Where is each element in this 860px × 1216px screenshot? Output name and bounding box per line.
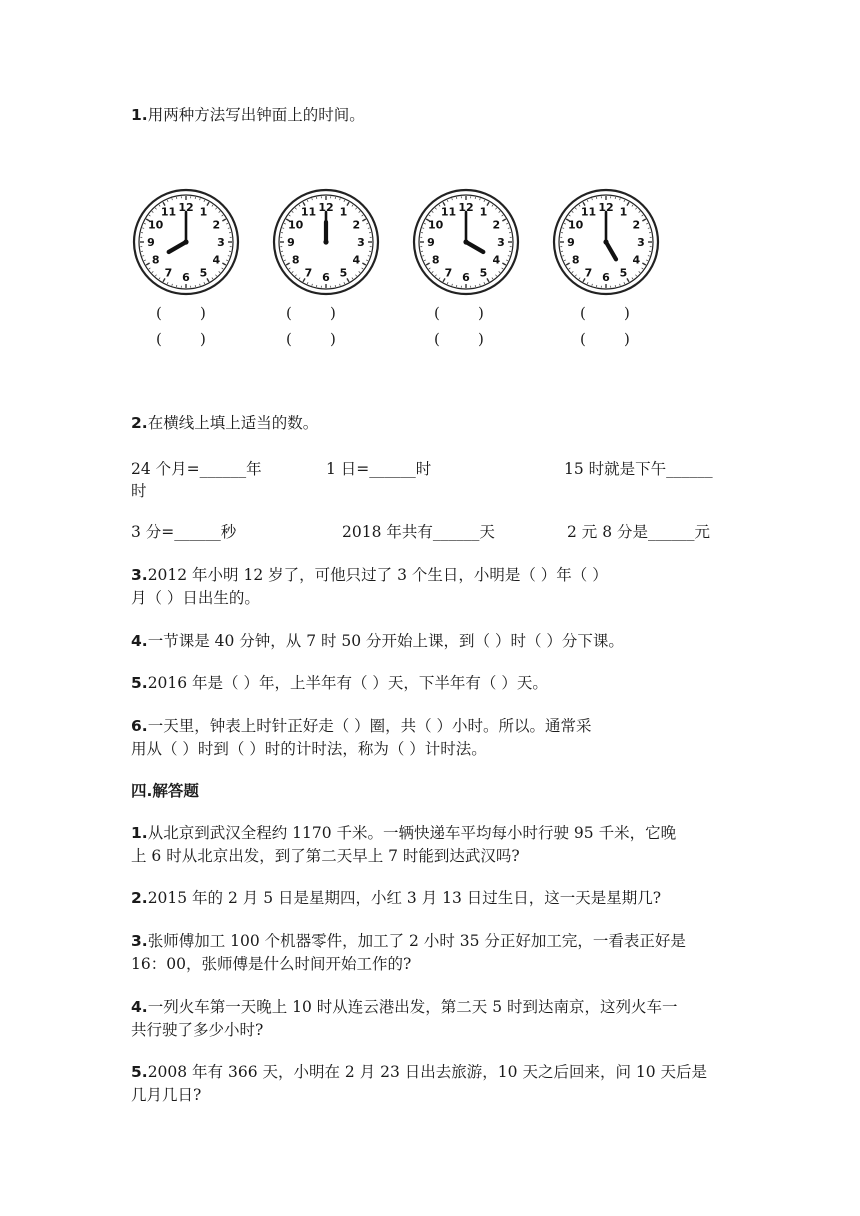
clock-number: 3 xyxy=(637,236,645,249)
clock-tick xyxy=(222,219,225,221)
clock-tick xyxy=(366,223,368,224)
problem-text: 2008 年有 366 天，小明在 2 月 23 日出去旅游，10 天之后回来，问 10 天后是 xyxy=(147,1063,708,1081)
clock-number: 1 xyxy=(199,205,208,219)
problem-number: 1. xyxy=(131,824,148,842)
problem-3 xyxy=(131,930,686,952)
clock-tick xyxy=(480,284,481,286)
clock-tick xyxy=(172,284,173,286)
clock-number: 5 xyxy=(479,266,488,280)
hour-hand xyxy=(169,242,186,252)
question-3 xyxy=(131,564,608,586)
answer-blank[interactable]: ( ) xyxy=(434,330,484,348)
clock-tick xyxy=(362,215,364,216)
clock-number: 2 xyxy=(352,218,361,232)
clock-face-1 xyxy=(132,188,240,296)
problem-text: 一列火车第一天晚上 10 时从连云港出发，第二天 5 时到达南京，这列火车一 xyxy=(147,998,678,1016)
question-number: 6. xyxy=(131,717,148,735)
question-4 xyxy=(131,630,624,652)
clock-number: 4 xyxy=(632,253,641,267)
clock-tick xyxy=(172,198,173,200)
clock-center xyxy=(323,239,328,244)
clock-tick xyxy=(362,268,364,269)
clock-number: 5 xyxy=(619,266,628,280)
clock-tick xyxy=(204,282,205,284)
clock-tick xyxy=(366,260,368,261)
fill-item-b: 1 日=______时 xyxy=(326,460,432,478)
clock-tick xyxy=(422,228,424,229)
clock-tick xyxy=(219,211,220,212)
question-5 xyxy=(131,672,548,694)
question-text: 用两种方法写出钟面上的时间。 xyxy=(147,106,365,124)
problem-number: 5. xyxy=(131,1063,148,1081)
clock-tick xyxy=(159,278,160,280)
question-number: 5. xyxy=(131,674,148,692)
clock-tick xyxy=(569,268,571,269)
clock-number: 12 xyxy=(598,201,614,214)
clock-tick xyxy=(569,215,571,216)
answer-blank[interactable]: ( ) xyxy=(156,304,206,322)
clock-tick xyxy=(152,211,153,212)
fill-item-c: 15 时就是下午______ xyxy=(564,460,713,478)
clock-tick xyxy=(492,278,493,280)
clock-tick xyxy=(340,284,341,286)
clock-tick xyxy=(144,223,146,224)
clock-tick xyxy=(222,263,225,265)
hour-hand xyxy=(466,242,483,252)
question-number: 4. xyxy=(131,632,148,650)
clock-number: 7 xyxy=(304,266,313,280)
clock-number: 9 xyxy=(287,236,295,249)
fill-item-a: 24 个月=______年 xyxy=(131,460,262,478)
clock-tick xyxy=(200,198,201,200)
clock-tick xyxy=(424,223,426,224)
clock-tick xyxy=(635,275,636,276)
clock-tick xyxy=(492,205,493,207)
clock-tick xyxy=(155,208,156,209)
clock-tick xyxy=(432,271,433,272)
question-number: 2. xyxy=(131,414,148,432)
clock-tick xyxy=(284,223,286,224)
clock-number: 2 xyxy=(492,218,501,232)
hour-hand xyxy=(606,242,616,259)
answer-blank[interactable]: ( ) xyxy=(580,330,630,348)
clock-tick xyxy=(502,219,505,221)
clock-number: 9 xyxy=(567,236,575,249)
clock-tick xyxy=(452,198,453,200)
clock-tick xyxy=(642,215,644,216)
clock-tick xyxy=(307,282,308,284)
clock-tick xyxy=(200,284,201,286)
clock-number: 11 xyxy=(300,205,317,219)
clock-tick xyxy=(642,268,644,269)
clock-tick xyxy=(212,205,213,207)
question-2 xyxy=(131,412,318,434)
clock-tick xyxy=(575,275,576,276)
clock-number: 8 xyxy=(151,253,160,267)
clock-tick xyxy=(152,271,153,272)
clock-center xyxy=(463,239,468,244)
clock-tick xyxy=(429,215,431,216)
clock-number: 11 xyxy=(440,205,457,219)
clock-tick xyxy=(499,271,500,272)
clock-number: 6 xyxy=(462,271,470,284)
clock-tick xyxy=(222,268,224,269)
clock-tick xyxy=(508,256,510,257)
question-6 xyxy=(131,715,592,737)
clock-tick xyxy=(289,268,291,269)
clock-tick xyxy=(642,219,645,221)
clock-tick xyxy=(572,271,573,272)
clock-tick xyxy=(624,200,625,202)
clock-tick xyxy=(149,215,151,216)
section-heading: 四.解答题 xyxy=(131,782,199,800)
clock-tick xyxy=(340,198,341,200)
problem-number: 4. xyxy=(131,998,148,1016)
question-1 xyxy=(131,104,365,126)
clock-tick xyxy=(564,223,566,224)
clock-number: 3 xyxy=(217,236,225,249)
question-6-cont: 用从（ ）时到（ ）时的计时法，称为（ ）计时法。 xyxy=(131,740,487,758)
clock-tick xyxy=(289,215,291,216)
clock-tick xyxy=(452,284,453,286)
clock-tick xyxy=(562,256,564,257)
clock-number: 12 xyxy=(458,201,474,214)
clock-tick xyxy=(592,198,593,200)
clock-face-3 xyxy=(412,188,520,296)
clock-number: 10 xyxy=(288,218,304,232)
clock-tick xyxy=(635,208,636,209)
problem-3-cont: 16：00，张师傅是什么时间开始工作的? xyxy=(131,955,412,973)
clock-center xyxy=(603,239,608,244)
clock-number: 4 xyxy=(212,253,221,267)
clock-tick xyxy=(620,284,621,286)
clock-number: 8 xyxy=(431,253,440,267)
fill-item-f: 2 元 8 分是______元 xyxy=(567,523,711,541)
clock-tick xyxy=(299,278,300,280)
question-text: 一节课是 40 分钟，从 7 时 50 分开始上课，到（ ）时（ ）分下课。 xyxy=(147,632,624,650)
clock-number: 2 xyxy=(632,218,641,232)
clock-tick xyxy=(219,271,220,272)
clock-tick xyxy=(435,208,436,209)
problem-4-cont: 共行驶了多少小时? xyxy=(131,1021,264,1039)
clock-number: 7 xyxy=(584,266,593,280)
clock-tick xyxy=(142,228,144,229)
clock-tick xyxy=(639,211,640,212)
answer-blank[interactable]: ( ) xyxy=(286,304,336,322)
clock-tick xyxy=(215,275,216,276)
clock-tick xyxy=(648,256,650,257)
clock-tick xyxy=(226,260,228,261)
clock-tick xyxy=(368,228,370,229)
clock-tick xyxy=(146,263,149,265)
clock-tick xyxy=(362,263,365,265)
clock-tick xyxy=(312,284,313,286)
clock-number: 6 xyxy=(602,271,610,284)
clock-tick xyxy=(646,260,648,261)
clock-number: 1 xyxy=(619,205,628,219)
clock-tick xyxy=(439,278,440,280)
clock-tick xyxy=(228,228,230,229)
clock-tick xyxy=(447,200,448,202)
clock-tick xyxy=(648,228,650,229)
problem-5-cont: 几月几日? xyxy=(131,1086,202,1104)
clock-tick xyxy=(355,275,356,276)
clock-face-2 xyxy=(272,188,380,296)
clock-tick xyxy=(447,282,448,284)
clock-number: 4 xyxy=(492,253,501,267)
answer-blank[interactable]: ( ) xyxy=(434,304,484,322)
clock-tick xyxy=(499,211,500,212)
clock-tick xyxy=(587,200,588,202)
clock-tick xyxy=(228,256,230,257)
clock-tick xyxy=(295,275,296,276)
clock-tick xyxy=(562,228,564,229)
clock-tick xyxy=(495,208,496,209)
clock-tick xyxy=(624,282,625,284)
clock-tick xyxy=(142,256,144,257)
clock-tick xyxy=(592,284,593,286)
clock-tick xyxy=(344,200,345,202)
clock-number: 5 xyxy=(199,266,208,280)
clock-number: 10 xyxy=(568,218,584,232)
question-text: 在横线上填上适当的数。 xyxy=(147,414,319,432)
clock-tick xyxy=(424,260,426,261)
clock-tick xyxy=(286,263,289,265)
clock-tick xyxy=(344,282,345,284)
problem-number: 2. xyxy=(131,889,148,907)
clock-tick xyxy=(632,205,633,207)
clock-number: 12 xyxy=(178,201,194,214)
clock-tick xyxy=(572,211,573,212)
clock-tick xyxy=(506,223,508,224)
problem-text: 从北京到武汉全程约 1170 千米。一辆快递车平均每小时行驶 95 千米，它晚 xyxy=(147,824,677,842)
clock-number: 6 xyxy=(322,271,330,284)
clock-tick xyxy=(426,263,429,265)
clock-tick xyxy=(282,256,284,257)
question-text: 一天里，钟表上时针正好走（ ）圈，共（ ）小时。所以。通常采 xyxy=(147,717,592,735)
clock-number: 1 xyxy=(339,205,348,219)
clock-tick xyxy=(149,268,151,269)
answer-blank[interactable]: ( ) xyxy=(286,330,336,348)
question-3-cont: 月（ ）日出生的。 xyxy=(131,589,260,607)
clock-tick xyxy=(144,260,146,261)
problem-5 xyxy=(131,1061,707,1083)
clock-tick xyxy=(282,228,284,229)
clock-tick xyxy=(564,260,566,261)
clock-tick xyxy=(359,211,360,212)
fill-item-d: 3 分=______秒 xyxy=(131,523,237,541)
answer-blank[interactable]: ( ) xyxy=(580,304,630,322)
clock-tick xyxy=(502,268,504,269)
clock-tick xyxy=(352,278,353,280)
clock-number: 10 xyxy=(428,218,444,232)
clock-number: 1 xyxy=(479,205,488,219)
problem-4 xyxy=(131,996,677,1018)
clock-tick xyxy=(362,219,365,221)
clock-tick xyxy=(292,211,293,212)
clock-tick xyxy=(639,271,640,272)
clock-number: 8 xyxy=(571,253,580,267)
clock-number: 12 xyxy=(318,201,334,214)
clock-number: 11 xyxy=(580,205,597,219)
clock-number: 3 xyxy=(357,236,365,249)
clock-tick xyxy=(312,198,313,200)
clock-tick xyxy=(646,223,648,224)
clock-number: 4 xyxy=(352,253,361,267)
clock-tick xyxy=(484,282,485,284)
clock-tick xyxy=(502,215,504,216)
clock-tick xyxy=(566,263,569,265)
clock-tick xyxy=(355,208,356,209)
clock-tick xyxy=(632,278,633,280)
clock-tick xyxy=(575,208,576,209)
clock-tick xyxy=(307,200,308,202)
clock-tick xyxy=(480,198,481,200)
clock-tick xyxy=(292,271,293,272)
clock-tick xyxy=(155,275,156,276)
question-number: 1. xyxy=(131,106,148,124)
clock-number: 6 xyxy=(182,271,190,284)
clock-number: 5 xyxy=(339,266,348,280)
clock-tick xyxy=(429,268,431,269)
clock-number: 11 xyxy=(160,205,177,219)
clock-tick xyxy=(642,263,645,265)
problem-text: 2015 年的 2 月 5 日是星期四，小红 3 月 13 日过生日，这一天是星期几? xyxy=(147,889,662,907)
problem-text: 张师傅加工 100 个机器零件，加工了 2 小时 35 分正好加工完，一看表正好是 xyxy=(147,932,686,950)
question-text: 2012 年小明 12 岁了，可他只过了 3 个生日，小明是（ ）年（ ） xyxy=(147,566,608,584)
clock-tick xyxy=(368,256,370,257)
clock-tick xyxy=(502,263,505,265)
problem-number: 3. xyxy=(131,932,148,950)
clock-tick xyxy=(435,275,436,276)
clock-tick xyxy=(484,200,485,202)
clock-number: 8 xyxy=(291,253,300,267)
clock-tick xyxy=(508,228,510,229)
clock-tick xyxy=(495,275,496,276)
clock-tick xyxy=(359,271,360,272)
clock-tick xyxy=(222,215,224,216)
clock-tick xyxy=(352,205,353,207)
clock-tick xyxy=(226,223,228,224)
clock-tick xyxy=(579,278,580,280)
fill-item-c-cont: 时 xyxy=(131,482,147,500)
clock-number: 7 xyxy=(164,266,173,280)
clock-face-4 xyxy=(552,188,660,296)
clock-tick xyxy=(422,256,424,257)
clock-number: 9 xyxy=(147,236,155,249)
clock-tick xyxy=(212,278,213,280)
clock-center xyxy=(183,239,188,244)
clock-tick xyxy=(167,200,168,202)
clock-number: 3 xyxy=(497,236,505,249)
clock-number: 2 xyxy=(212,218,221,232)
answer-blank[interactable]: ( ) xyxy=(156,330,206,348)
question-text: 2016 年是（ ）年，上半年有（ ）天，下半年有（ ）天。 xyxy=(147,674,548,692)
clock-number: 7 xyxy=(444,266,453,280)
clock-tick xyxy=(620,198,621,200)
problem-2 xyxy=(131,887,661,909)
question-number: 3. xyxy=(131,566,148,584)
clock-tick xyxy=(295,208,296,209)
problem-1 xyxy=(131,822,676,844)
clock-number: 9 xyxy=(427,236,435,249)
problem-1-cont: 上 6 时从北京出发，到了第二天早上 7 时能到达武汉吗? xyxy=(131,847,520,865)
clock-tick xyxy=(167,282,168,284)
clock-number: 10 xyxy=(148,218,164,232)
clock-tick xyxy=(204,200,205,202)
clock-tick xyxy=(506,260,508,261)
clock-tick xyxy=(215,208,216,209)
clock-tick xyxy=(587,282,588,284)
clock-tick xyxy=(284,260,286,261)
clock-tick xyxy=(432,211,433,212)
fill-item-e: 2018 年共有______天 xyxy=(342,523,495,541)
